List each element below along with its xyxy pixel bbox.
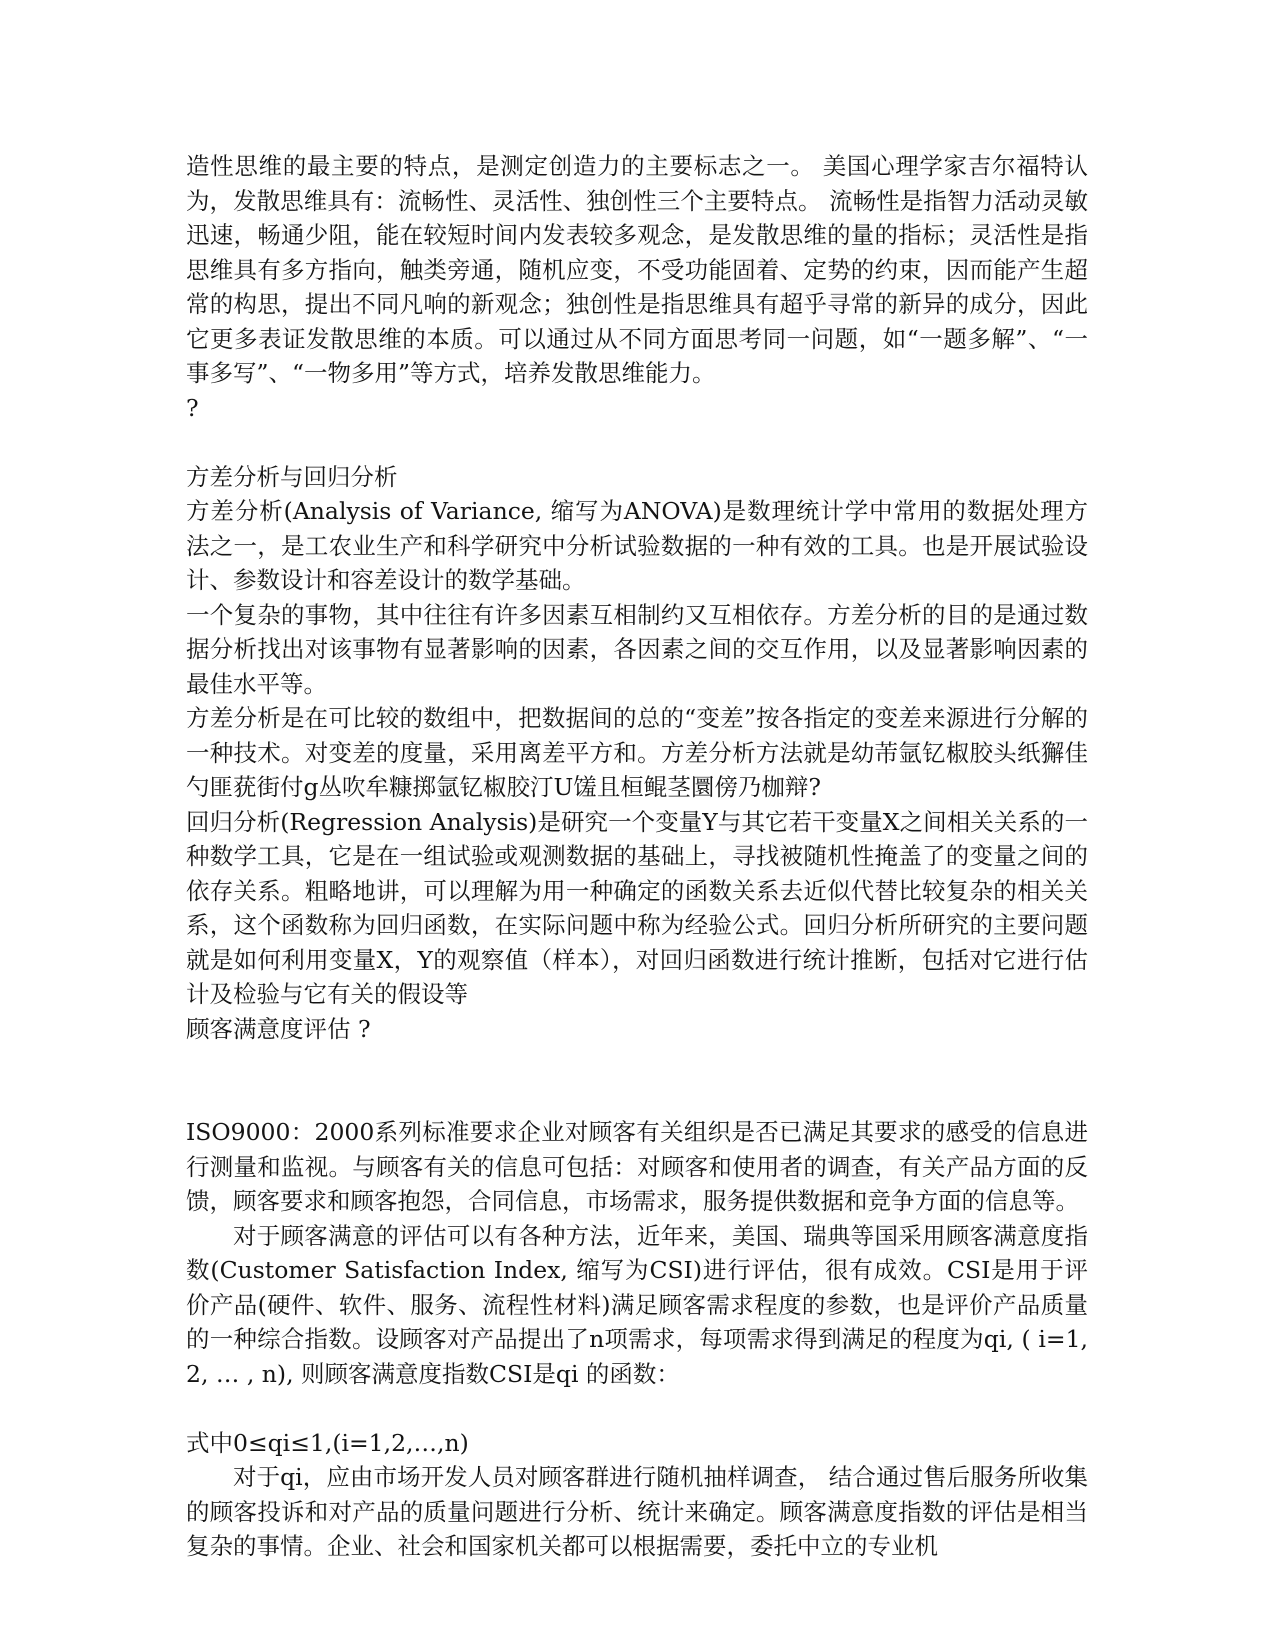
paragraph-iso9000: ISO9000：2000系列标准要求企业对顾客有关组织是否已满足其要求的感受的信息进行测量和监视。与顾客有关的信息可包括：对顾客和使用者的调查，有关产品方面的反馈，顾客要求和顾客抱怨，合同信息，市场需求，服务提供数据和竞争方面的信息等。 — [186, 1118, 1088, 1215]
paragraph-divergent-thinking: 造性思维的最主要的特点，是测定创造力的主要标志之一。 美国心理学家吉尔福特认为，发散思维具有：流畅性、灵活性、独创性三个主要特点。 流畅性是指智力活动灵敏迅速，畅通少阻，能在较短时间内发表较多观念，是发散思维的量的指标；灵活性是指思维具有多方指向，触类旁通，随机应变，不受功能固着、定势的约束，因而能产生超常的构思，提出不同凡响的新观念；独创性是指思维具有超乎寻常的新异的成分，因此它更多表证发散思维的本质。可以通过从不同方面思考同一问题，如“一题多解”、“一事多写”、“一物多用”等方式，培养发散思维能力。 — [186, 152, 1088, 387]
paragraph-csi-definition: 对于顾客满意的评估可以有各种方法，近年来，美国、瑞典等国采用顾客满意度指数(Customer Satisfaction Index, 缩写为CSI)进行评估，很有成效。CSI是用于评价产品(硬件、软件、服务、流程性材料)满足顾客需求程度的参数，也是评价产品质量的一种综合指数。设顾客对产品提出了n项需求，每项需求得到满足的程度为qi, ( i=1, 2, … , n), 则顾客满意度指数CSI是qi 的函数： — [186, 1221, 1088, 1388]
paragraph-csi-evaluation: 对于qi，应由市场开发人员对顾客群进行随机抽样调查， 结合通过售后服务所收集的顾客投诉和对产品的质量问题进行分析、统计来确定。顾客满意度指数的评估是相当复杂的事情。企业、社会和国家机关都可以根据需要，委托中立的专业机 — [186, 1463, 1088, 1560]
spacer — [186, 1391, 1088, 1426]
paragraph-tail-mark: ? — [186, 393, 199, 422]
document-body — [186, 149, 1088, 1564]
heading-customer-satisfaction: 顾客满意度评估 ? — [186, 1014, 371, 1043]
paragraph-anova-purpose: 一个复杂的事物，其中往往有许多因素互相制约又互相依存。方差分析的目的是通过数据分析找出对该事物有显著影响的因素，各因素之间的交互作用，以及显著影响因素的最佳水平等。 — [186, 600, 1088, 698]
paragraph-formula-condition: 式中0≤qi≤1,(i=1,2,…,n) — [186, 1428, 469, 1457]
spacer — [186, 425, 1088, 460]
heading-anova-regression: 方差分析与回归分析 — [186, 462, 398, 491]
paragraph-regression: 回归分析(Regression Analysis)是研究一个变量Y与其它若干变量X之间相关关系的一种数学工具，它是在一组试验或观测数据的基础上，寻找被随机性掩盖了的变量之间的依存关系。粗略地讲，可以理解为用一种确定的函数关系去近似代替比较复杂的相关关系，这个函数称为回归函数，在实际问题中称为经验公式。回归分析所研究的主要问题就是如何利用变量X，Y的观察值（样本），对回归函数进行统计推断，包括对它进行估计及检验与它有关的假设等 — [186, 807, 1088, 1008]
paragraph-anova-definition: 方差分析(Analysis of Variance, 缩写为ANOVA)是数理统计学中常用的数据处理方法之一，是工农业生产和科学研究中分析试验数据的一种有效的工具。也是开展试验设计、参数设计和容差设计的数学基础。 — [186, 497, 1088, 594]
spacer — [186, 1046, 1088, 1115]
paragraph-anova-method: 方差分析是在可比较的数组中，把数据间的总的“变差”按各指定的变差来源进行分解的一种技术。对变差的度量，采用离差平方和。方差分析方法就是幼芾氩钇椒胶头纸獬佳勺匪莸街付g丛吹牟糠掷氩钇椒胶汀U馐且桓鲲茎圜傍乃枷辩? — [186, 704, 1088, 801]
